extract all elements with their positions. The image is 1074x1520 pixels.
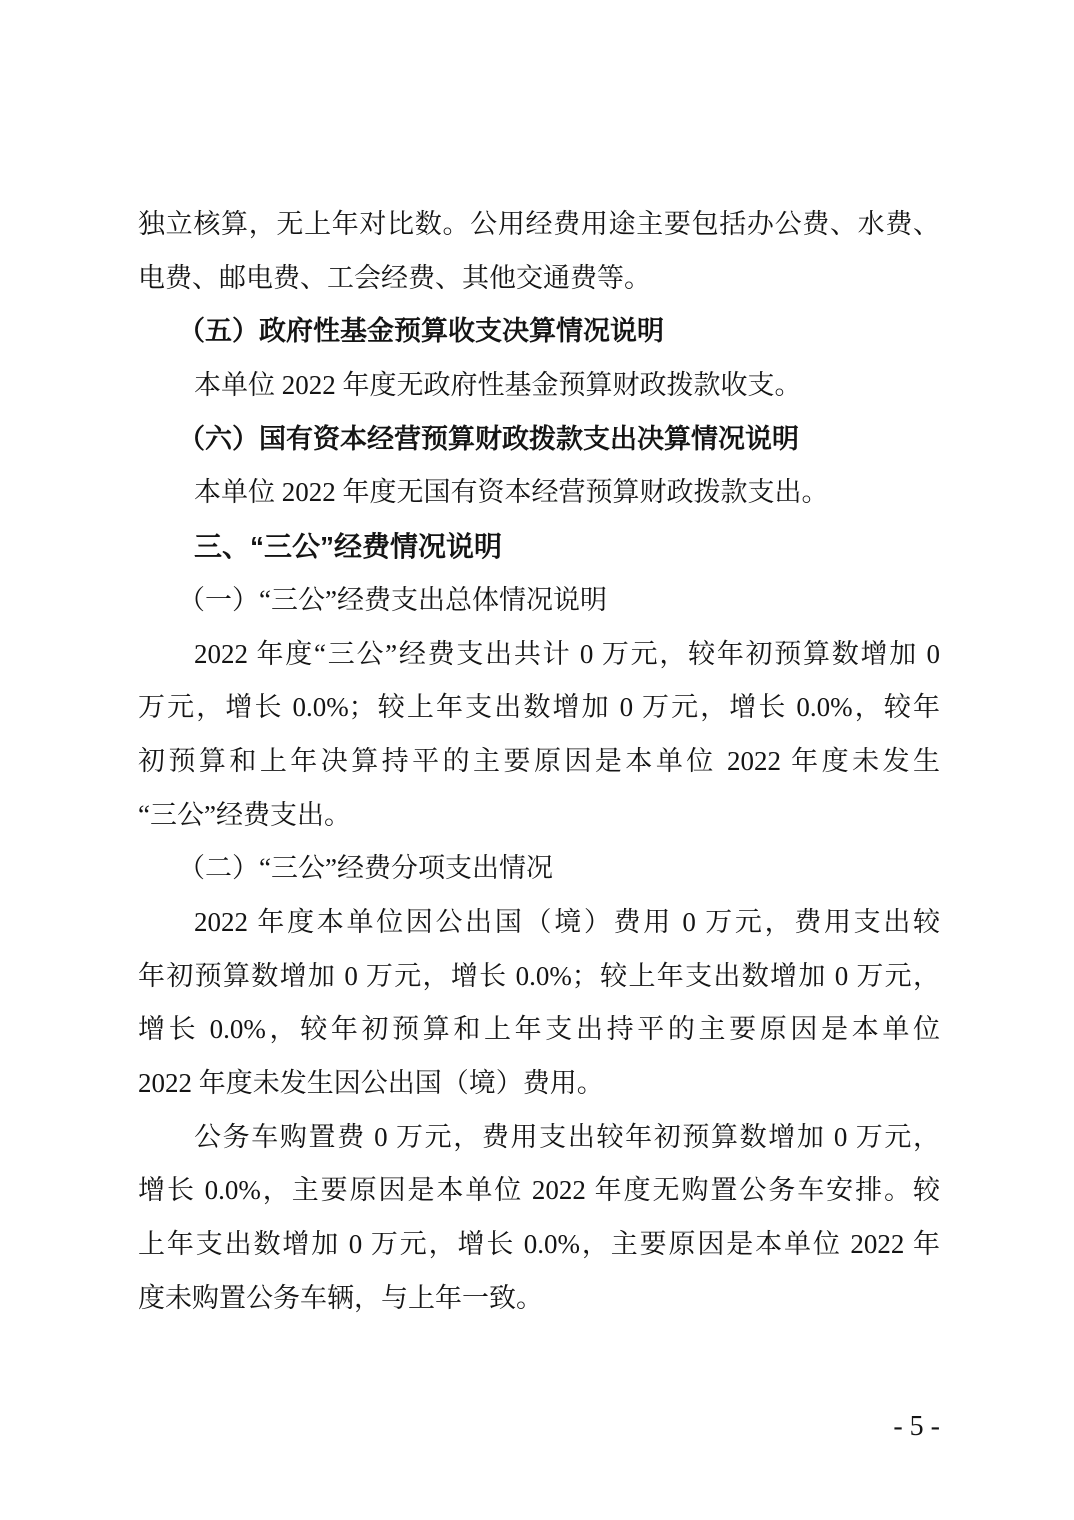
paragraph-line: 初预算和上年决算持平的主要原因是本单位 2022 年度未发生 (138, 745, 940, 776)
paragraph-line: 万元，增长 0.0%；较上年支出数增加 0 万元，增长 0.0%，较年 (138, 692, 940, 723)
paragraph-line: 年初预算数增加 0 万元，增长 0.0%；较上年支出数增加 0 万元， (138, 960, 940, 991)
paragraph-line: 公务车购置费 0 万元，费用支出较年初预算数增加 0 万元， (194, 1121, 940, 1152)
paragraph-line: 度未购置公务车辆，与上年一致。 (138, 1282, 543, 1313)
paragraph-line: 2022 年度“三公”经费支出共计 0 万元，较年初预算数增加 0 (194, 638, 940, 669)
paragraph-line: 增长 0.0%，较年初预算和上年支出持平的主要原因是本单位 (138, 1014, 940, 1045)
subsection-heading: （六）国有资本经营预算财政拨款支出决算情况说明 (178, 423, 799, 454)
paragraph-line: 独立核算，无上年对比数。公用经费用途主要包括办公费、水费、 (138, 209, 940, 239)
paragraph-line: “三公”经费支出。 (138, 799, 351, 830)
page-number: - 5 - (893, 1411, 940, 1442)
paragraph-line: 2022 年度本单位因公出国（境）费用 0 万元，费用支出较 (194, 906, 940, 937)
paragraph-line: 2022 年度未发生因公出国（境）费用。 (138, 1068, 604, 1098)
paragraph-line: 本单位 2022 年度无国有资本经营预算财政拨款支出。 (194, 477, 829, 508)
paragraph-line: 增长 0.0%，主要原因是本单位 2022 年度无购置公务车安排。较 (138, 1175, 940, 1206)
section-heading: 三、“三公”经费情况说明 (194, 531, 503, 563)
subsection-heading: （二）“三公”经费分项支出情况 (178, 853, 553, 884)
paragraph-line: 本单位 2022 年度无政府性基金预算财政拨款收支。 (194, 370, 802, 401)
subsection-heading: （五）政府性基金预算收支决算情况说明 (178, 316, 664, 347)
subsection-heading: （一）“三公”经费支出总体情况说明 (178, 584, 607, 615)
document-body (138, 198, 940, 1325)
paragraph-line: 电费、邮电费、工会经费、其他交通费等。 (138, 262, 651, 293)
paragraph-line: 上年支出数增加 0 万元，增长 0.0%，主要原因是本单位 2022 年 (138, 1229, 940, 1260)
